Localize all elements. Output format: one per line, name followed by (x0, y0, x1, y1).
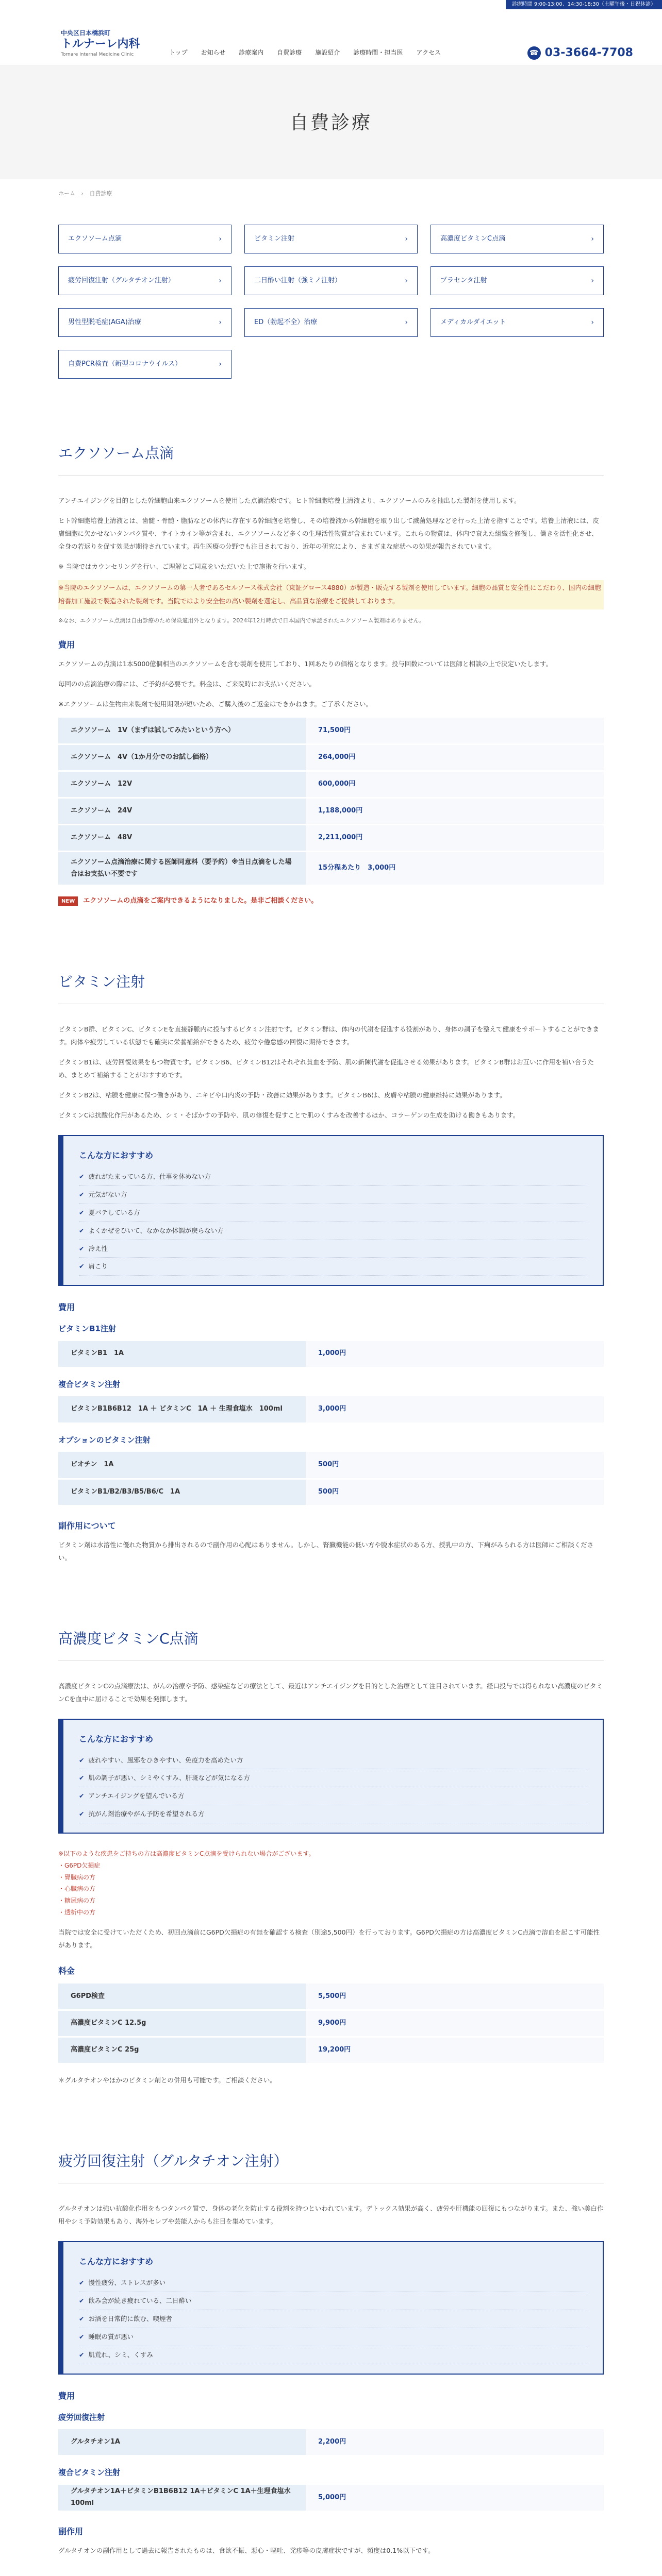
paragraph: 毎回のの点滴治療の際には、ご予約が必要です。料金は、ご来院時にお支払いください。 (58, 680, 316, 688)
warning-title: ※以下のような疾患をご持ちの方は高濃度ビタミンC点滴を受けられない場合がございます。 (58, 1850, 315, 1857)
section-title: 疲労回復注射（グルタチオン注射） (58, 2148, 604, 2183)
page-hero (0, 66, 662, 179)
price-value: 1,000円 (306, 1341, 604, 1368)
nav-item-top[interactable]: トップ (169, 49, 188, 56)
chevron-right-icon: › (405, 234, 408, 243)
list-item: ✔ 肌荒れ、シミ、くすみ (79, 2346, 587, 2364)
price-group-title: オプションのビタミン注射 (58, 1435, 151, 1445)
menu-label: ED（勃起不全）治療 (254, 318, 318, 326)
paragraph: アンチエイジングを目的とした幹細胞由来エクソソームを使用した点滴治療です。ヒト幹細胞培養上清液より、エクソソームのみを抽出した製剤を使用します。 (58, 497, 521, 504)
price-name: エクソソーム点滴治療に関する医師同意料（要予約）※当日点滴をした場合はお支払い不要です (58, 852, 306, 886)
list-item: ✔ お酒を日常的に飲む、喫煙者 (79, 2310, 587, 2328)
table-row (58, 1452, 604, 1479)
menu-exosome[interactable] (58, 225, 231, 253)
clinic-logo[interactable] (61, 29, 140, 58)
logo-english: Tornare Internal Medicine Clinic (61, 52, 134, 57)
treatment-menu (58, 225, 604, 379)
menu-aga[interactable] (58, 308, 231, 337)
highlight-note: ※当院のエクソソームは、エクソソームの第一人者であるセルソース株式会社（東証グロース4880）が製造・販売する製剤を使用しています。細胞の品質と安全性にこだわり、国内の細胞培養加工施設で製造された製剤です。当院ではより安全性の高い製剤を選定し、高品質な治療をご提供しております。 (58, 580, 604, 609)
table-row (58, 2485, 604, 2512)
check-icon: ✔ (79, 2332, 85, 2341)
nav-item-facility[interactable]: 施設紹介 (315, 49, 340, 56)
paragraph: ※エクソソームは生物由来製剤で使用期限が短いため、ご購入後のご返金はできかねます。ご了承ください。 (58, 700, 372, 708)
menu-label: メディカルダイエット (440, 318, 506, 326)
list-item: ✔ 肌の調子が悪い、シミやくすみ、肝斑などが気になる方 (79, 1769, 587, 1787)
section-exosome (58, 440, 604, 907)
menu-label: エクソソーム点滴 (68, 234, 122, 243)
price-name: グルタチオン1A (58, 2429, 306, 2456)
price-name: エクソソーム 4V（1か月分でのお試し価格） (58, 744, 306, 771)
phone-number: 03-3664-7708 (544, 46, 633, 59)
price-name: エクソソーム 12V (58, 771, 306, 798)
page-title: 自費診療 (289, 112, 372, 133)
breadcrumb-current: 自費診療 (89, 190, 112, 197)
table-row (58, 2037, 604, 2064)
list-item: ✔ 疲れやすい、風邪をひきやすい、免疫力を高めたい方 (79, 1752, 587, 1770)
new-alert (58, 895, 604, 907)
check-icon: ✔ (79, 1756, 85, 1764)
paragraph: ヒト幹細胞培養上清液とは、歯髄・骨髄・脂肪などの体内に存在する幹細胞を培養し、その培養液から幹細胞を取り出して滅菌処理などを行った上清を指すことです。培養上清液には、皮膚細胞に欠かせないタンパク質や、サイトカイン等が含まれ、エクソソームなど多くの生理活性物質が含まれています。これらの物質は、体内で衰えた組織を修復し、働きを活性化させ、全身の若返りを促す効果が期待されています。再生医療の分野でも注目されており、近年の研究により、さまざまな症状への効果が報告されています。 (58, 517, 600, 550)
list-item: ✔ 飲み会が続き疲れている、二日酔い (79, 2292, 587, 2310)
table-row (58, 852, 604, 886)
check-icon: ✔ (79, 2350, 85, 2359)
paragraph: ビタミン剤は水溶性に優れた物質から排出されるので副作用の心配はありません。しかし、腎臓機能の低い方や脱水症状のある方、授乳中の方、下痢がみられる方は医師にご相談ください。 (58, 1540, 594, 1562)
phone-icon: ☎ (527, 46, 541, 60)
paragraph: グルタチオンの副作用として過去に報告されたものは、食欲不振、悪心・嘔吐、発疹等の皮膚症状ですが、頻度は0.1%以下です。 (58, 2547, 435, 2555)
chevron-right-icon: › (219, 360, 222, 368)
section-title: ビタミン注射 (58, 969, 604, 1004)
check-icon: ✔ (79, 1173, 85, 1180)
check-icon: ✔ (79, 1774, 85, 1782)
list-item: ・G6PD欠損症 (58, 1861, 101, 1869)
price-value: 9,900円 (306, 2010, 604, 2037)
chevron-right-icon: › (219, 234, 222, 243)
recommend-title: こんな方におすすめ (79, 2257, 154, 2267)
nav-item-access[interactable]: アクセス (416, 49, 441, 56)
table-row (58, 1396, 604, 1423)
paragraph: ビタミンB1は、疲労回復効果をもつ物質です。ビタミンB6、ビタミンB12はそれぞれ貧血を予防、肌の新陳代謝を促進させる効果があります。ビタミンB群はお互いに作用を補い合うため、まとめて補給することがおすすめです。 (58, 1058, 594, 1079)
price-value: 15分程あたり 3,000円 (306, 852, 604, 886)
table-row (58, 798, 604, 825)
recommend-box (58, 1719, 604, 1834)
nav-item-medical[interactable]: 診療案内 (239, 49, 264, 56)
menu-ed[interactable] (244, 308, 418, 337)
list-item: ✔ 抗がん剤治療やがん予防を希望される方 (79, 1805, 587, 1823)
price-value: 264,000円 (306, 744, 604, 771)
list-item: ✔ 慢性疲労、ストレスが多い (79, 2274, 587, 2292)
list-item: ・透析中の方 (58, 1908, 96, 1916)
section-vitamin-c (58, 1626, 604, 2087)
check-icon: ✔ (79, 1244, 85, 1252)
price-group-title: 複合ビタミン注射 (58, 2468, 121, 2478)
chevron-right-icon: › (405, 276, 408, 285)
menu-placenta[interactable] (431, 266, 604, 295)
site-header (0, 9, 662, 66)
nav-item-hours[interactable]: 診療時間・担当医 (353, 49, 403, 56)
list-item: ✔ 睡眠の質が悪い (79, 2328, 587, 2346)
menu-glutathione[interactable] (58, 266, 231, 295)
price-value: 1,188,000円 (306, 798, 604, 825)
price-value: 500円 (306, 1452, 604, 1479)
nav-item-self-pay[interactable]: 自費診療 (277, 49, 302, 56)
price-value: 3,000円 (306, 1396, 604, 1423)
section-title: エクソソーム点滴 (58, 440, 604, 476)
check-icon: ✔ (79, 1810, 85, 1818)
recommend-box (58, 1135, 604, 1286)
price-heading: 費用 (58, 639, 75, 650)
price-table (58, 1396, 604, 1424)
breadcrumb-separator: › (81, 190, 84, 197)
paragraph: ビタミンB群、ビタミンC、ビタミンEを直接静脈内に投与するビタミン注射です。ビタミン群は、体内の代謝を促進する役割があり、身体の調子を整えて健康をサポートすることができます。肉体や疲労している状態でも確実に栄養補給ができるため、疲労や倦怠感の回復に期待できます。 (58, 1025, 599, 1046)
price-value: 5,500円 (306, 1984, 604, 2010)
table-row (58, 1984, 604, 2010)
check-icon: ✔ (79, 1262, 85, 1270)
new-badge: NEW (58, 896, 78, 907)
price-name: エクソソーム 48V (58, 825, 306, 852)
price-value: 500円 (306, 1479, 604, 1505)
menu-hangover[interactable] (244, 266, 418, 295)
table-row (58, 718, 604, 744)
price-group-title: ビタミンB1注射 (58, 1324, 116, 1334)
list-item: ・心臓病の方 (58, 1885, 96, 1893)
clinic-hours: 診療時間 9:00-13:00、14:30-18:30（土曜午後・日祝休診） (506, 0, 662, 9)
list-item: ✔ 元気がない方 (79, 1186, 587, 1204)
price-name: ビタミンB1B6B12 1A ＋ ビタミンC 1A ＋ 生理食塩水 100ml (58, 1396, 306, 1423)
logo-name: トルナーレ内科 (61, 38, 140, 50)
list-item: ✔ 肩こり (79, 1258, 587, 1276)
price-name: 高濃度ビタミンC 25g (58, 2037, 306, 2064)
price-value: 2,211,000円 (306, 825, 604, 852)
price-table (58, 2429, 604, 2457)
chevron-right-icon: › (591, 234, 594, 243)
table-row (58, 744, 604, 771)
menu-label: 自費PCR検査（新型コロナウイルス） (68, 360, 182, 368)
check-icon: ✔ (79, 1190, 85, 1198)
menu-label: 男性型脱毛症(AGA)治療 (68, 318, 141, 326)
table-row (58, 2010, 604, 2037)
menu-vitamin-c[interactable] (431, 225, 604, 253)
price-name: 高濃度ビタミンC 12.5g (58, 2010, 306, 2037)
paragraph: ビタミンCは抗酸化作用があるため、シミ・そばかすの予防や、肌の修復を促すことで肌のくすみを改善するほか、コラーゲンの生成を助ける働きもあります。 (58, 1111, 520, 1119)
price-value: 600,000円 (306, 771, 604, 798)
check-icon: ✔ (79, 1208, 85, 1216)
global-nav (169, 47, 441, 58)
price-value: 2,200円 (306, 2429, 604, 2456)
section-glutathione (58, 2148, 604, 2557)
menu-label: 高濃度ビタミンC点滴 (440, 234, 506, 243)
price-name: グルタチオン1A＋ビタミンB1B6B12 1A＋ビタミンC 1A＋生理食塩水100ml (58, 2485, 306, 2512)
recommend-box (58, 2241, 604, 2374)
paragraph: 高濃度ビタミンCの点滴療法は、がんの治療や予防、感染症などの療法として、最近はアンチエイジングを目的とした治療として注目されています。経口投与では得られない高濃度のビタミンCを血中に届けることで効果を発揮します。 (58, 1682, 603, 1703)
paragraph: 当院では安全に受けていただくため、初回点滴前にG6PD欠損症の有無を確認する検査（別途5,500円）を行っております。G6PD欠損症の方は高濃度ビタミンC点滴で溶血を起こす可能性があります。 (58, 1928, 600, 1949)
chevron-right-icon: › (405, 318, 408, 327)
list-item: ・糖尿病の方 (58, 1897, 96, 1905)
section-title: 高濃度ビタミンC点滴 (58, 1626, 604, 1661)
table-row (58, 2429, 604, 2456)
side-effect-heading: 副作用 (58, 2527, 84, 2537)
paragraph: エクソソームの点滴は1本5000億個相当のエクソソームを含む製剤を使用しており、1回あたりの価格となります。投与回数については医師と相談の上で決定いたします。 (58, 659, 552, 668)
paragraph: ＊グルタチオンやほかのビタミン剤との併用も可能です。ご相談ください。 (58, 2076, 276, 2084)
price-value: 19,200円 (306, 2037, 604, 2064)
table-row (58, 825, 604, 852)
check-icon: ✔ (79, 2315, 85, 2323)
price-heading: 料金 (58, 1965, 75, 1976)
list-item: ✔ 疲れがたまっている方、仕事を休めない方 (79, 1168, 587, 1186)
contraindication-list (58, 1848, 604, 1919)
table-row (58, 1341, 604, 1368)
check-icon: ✔ (79, 2279, 85, 2287)
price-group-title: 複合ビタミン注射 (58, 1380, 121, 1389)
breadcrumb (58, 179, 604, 205)
topbar (0, 0, 662, 9)
price-value: 5,000円 (306, 2485, 604, 2512)
price-table (58, 2485, 604, 2513)
price-table (58, 1341, 604, 1369)
menu-label: ビタミン注射 (254, 234, 295, 243)
price-name: エクソソーム 1V（まずは試してみたいという方へ） (58, 718, 306, 744)
price-table (58, 1452, 604, 1506)
check-icon: ✔ (79, 1226, 85, 1234)
menu-label: 二日酔い注射（強ミノ注射） (254, 276, 342, 284)
paragraph: グルタチオンは強い抗酸化作用をもつタンパク質で、身体の老化を防止する役割を持つといわれています。デトックス効果が高く、疲労や肝機能の回復にもつながります。また、強い美白作用やシミ予防効果もあり、海外セレブや芸能人からも注目を集めています。 (58, 2205, 604, 2226)
price-heading: 費用 (58, 1302, 75, 1313)
menu-vitamin[interactable] (244, 225, 418, 253)
price-table (58, 1984, 604, 2065)
chevron-right-icon: › (219, 318, 222, 327)
price-name: エクソソーム 24V (58, 798, 306, 825)
recommend-title: こんな方におすすめ (79, 1734, 154, 1744)
table-row (58, 1479, 604, 1505)
list-item: ✔ 冷え性 (79, 1240, 587, 1258)
check-icon: ✔ (79, 2297, 85, 2305)
paragraph: ※ 当院ではカウンセリングを行い、ご理解とご同意をいただいた上で施術を行います。 (58, 563, 310, 570)
menu-diet[interactable] (431, 308, 604, 337)
section-vitamin (58, 969, 604, 1564)
nav-item-news[interactable]: お知らせ (201, 49, 226, 56)
price-name: ビオチン 1A (58, 1452, 306, 1479)
price-name: ビタミンB1/B2/B3/B5/B6/C 1A (58, 1479, 306, 1505)
chevron-right-icon: › (591, 318, 594, 327)
check-icon: ✔ (79, 1792, 85, 1800)
chevron-right-icon: › (219, 276, 222, 285)
main-content (58, 225, 604, 2576)
price-group-title: 疲労回復注射 (58, 2412, 105, 2422)
menu-label: プラセンタ注射 (440, 276, 487, 284)
recommend-title: こんな方におすすめ (79, 1150, 154, 1160)
alert-text: エクソソームの点滴をご案内できるようになりました。是非ご相談ください。 (83, 897, 318, 905)
menu-label: 疲労回復注射（グルタチオン注射） (68, 276, 175, 284)
small-note: ※なお、エクソソーム点滴は自由診療のため保険適用外となります。2024年12月時点で日本国内で承認されたエクソソーム製剤はありません。 (58, 617, 425, 624)
phone-link[interactable] (527, 43, 633, 63)
chevron-right-icon: › (591, 276, 594, 285)
side-effect-heading: 副作用について (58, 1520, 116, 1531)
logo-subtitle: 中央区日本橋浜町 (61, 29, 111, 37)
price-value: 71,500円 (306, 718, 604, 744)
menu-pcr[interactable] (58, 350, 231, 379)
breadcrumb-home[interactable]: ホーム (58, 190, 75, 197)
list-item: ✔ よくかぜをひいて、なかなか体調が戻らない方 (79, 1222, 587, 1240)
list-item: ✔ アンチエイジングを望んでいる方 (79, 1787, 587, 1805)
price-table (58, 718, 604, 887)
list-item: ✔ 夏バテしている方 (79, 1204, 587, 1222)
paragraph: ビタミンB2は、粘膜を健康に保つ働きがあり、ニキビや口内炎の予防・改善に効果があります。ビタミンB6は、皮膚や粘膜の健康維持に効果があります。 (58, 1091, 506, 1099)
price-name: G6PD検査 (58, 1984, 306, 2010)
list-item: ・腎臓病の方 (58, 1873, 96, 1881)
price-name: ビタミンB1 1A (58, 1341, 306, 1368)
table-row (58, 771, 604, 798)
price-heading: 費用 (58, 2391, 75, 2401)
